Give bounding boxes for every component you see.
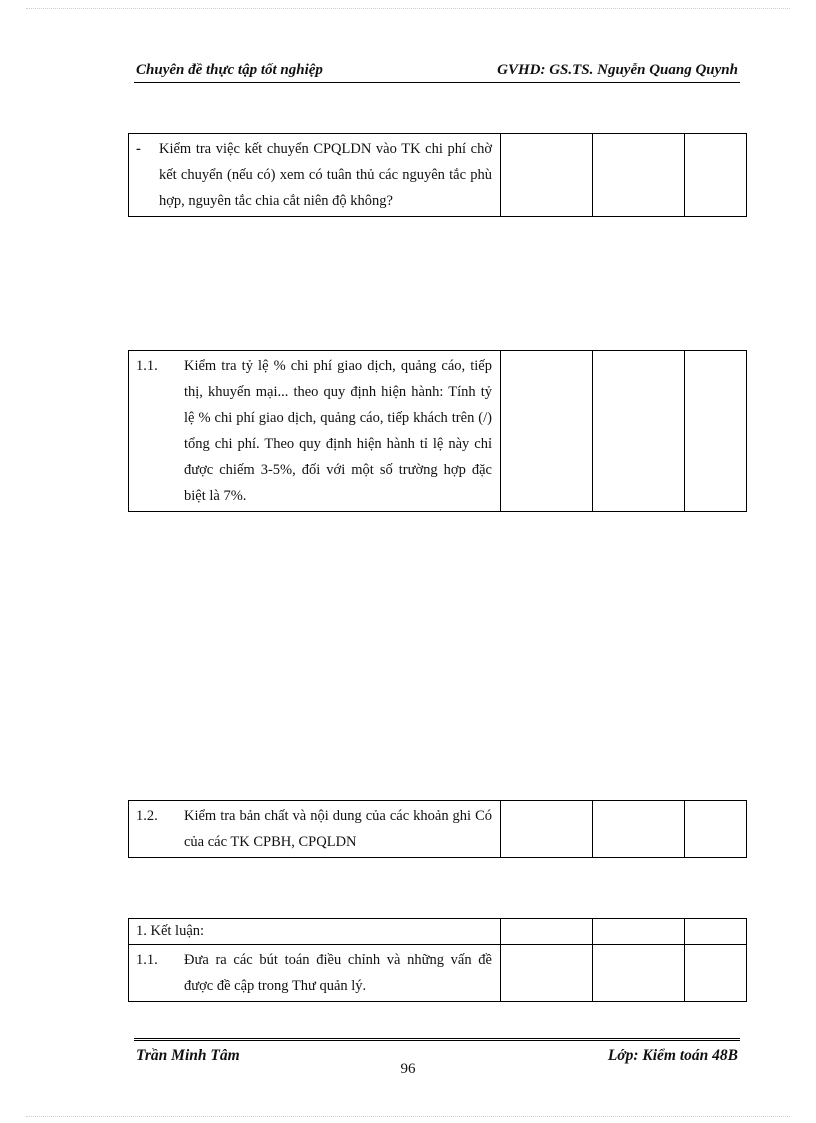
- empty-cell: [501, 945, 593, 1002]
- empty-cell: [593, 945, 685, 1002]
- page-header: [134, 58, 740, 83]
- row-number: 1.: [136, 923, 147, 939]
- header-title: Chuyên đề thực tập tốt nghiệp: [136, 62, 323, 78]
- table-row: [129, 801, 747, 858]
- row-number: 1.2.: [136, 808, 158, 824]
- row-number: 1.1.: [136, 952, 158, 968]
- table-row: [129, 945, 747, 1002]
- empty-cell: [685, 134, 747, 217]
- table-row: [129, 351, 747, 512]
- empty-cell: [501, 351, 593, 512]
- table-row: [129, 919, 747, 945]
- empty-cell: [685, 801, 747, 858]
- empty-cell: [501, 801, 593, 858]
- row-number: 1.1.: [136, 358, 158, 374]
- table-row: [129, 134, 747, 217]
- procedure-table-3: [128, 800, 747, 858]
- procedure-text: Kiểm tra bản chất và nội dung của các khoản ghi Có của các TK CPBH, CPQLDN: [184, 808, 492, 850]
- footer-class: Lớp: Kiểm toán 48B: [607, 1047, 738, 1064]
- row-number: -: [136, 141, 141, 157]
- page-number: 96: [400, 1061, 416, 1077]
- empty-cell: [593, 801, 685, 858]
- empty-cell: [685, 351, 747, 512]
- top-border-line: [26, 8, 790, 9]
- procedure-cell: [129, 351, 501, 512]
- conclusion-table: [128, 918, 747, 1002]
- conclusion-heading-cell: [129, 919, 501, 945]
- procedure-table-1: [128, 133, 747, 217]
- procedure-cell: [129, 801, 501, 858]
- procedure-cell: [129, 134, 501, 217]
- empty-cell: [593, 919, 685, 945]
- empty-cell: [593, 134, 685, 217]
- procedure-text: Kiểm tra việc kết chuyển CPQLDN vào TK chi phí chờ kết chuyển (nếu có) xem có tuân thủ các nguyên tắc phù hợp, nguyên tắc chia cắt niên độ không?: [159, 141, 492, 209]
- empty-cell: [501, 919, 593, 945]
- procedure-text: Kiểm tra tỷ lệ % chi phí giao dịch, quảng cáo, tiếp thị, khuyến mại... theo quy định hiện hành: Tính tỷ lệ % chi phí giao dịch, quảng cáo, tiếp khách trên (/) tổng chi phí. Theo quy định hiện hành tỉ lệ này chỉ được chiếm 3-5%, đối với một số trường hợp đặc biệt là 7%.: [184, 358, 492, 504]
- procedure-text: Đưa ra các bút toán điều chỉnh và những vấn đề được đề cập trong Thư quản lý.: [184, 952, 492, 994]
- header-supervisor: GVHD: GS.TS. Nguyễn Quang Quynh: [497, 62, 738, 78]
- bottom-border-line: [26, 1116, 790, 1117]
- empty-cell: [593, 351, 685, 512]
- conclusion-heading: Kết luận:: [150, 923, 205, 939]
- procedure-cell: [129, 945, 501, 1002]
- procedure-table-2: [128, 350, 747, 512]
- empty-cell: [501, 134, 593, 217]
- footer-author: Trần Minh Tâm: [136, 1047, 240, 1064]
- empty-cell: [685, 919, 747, 945]
- empty-cell: [685, 945, 747, 1002]
